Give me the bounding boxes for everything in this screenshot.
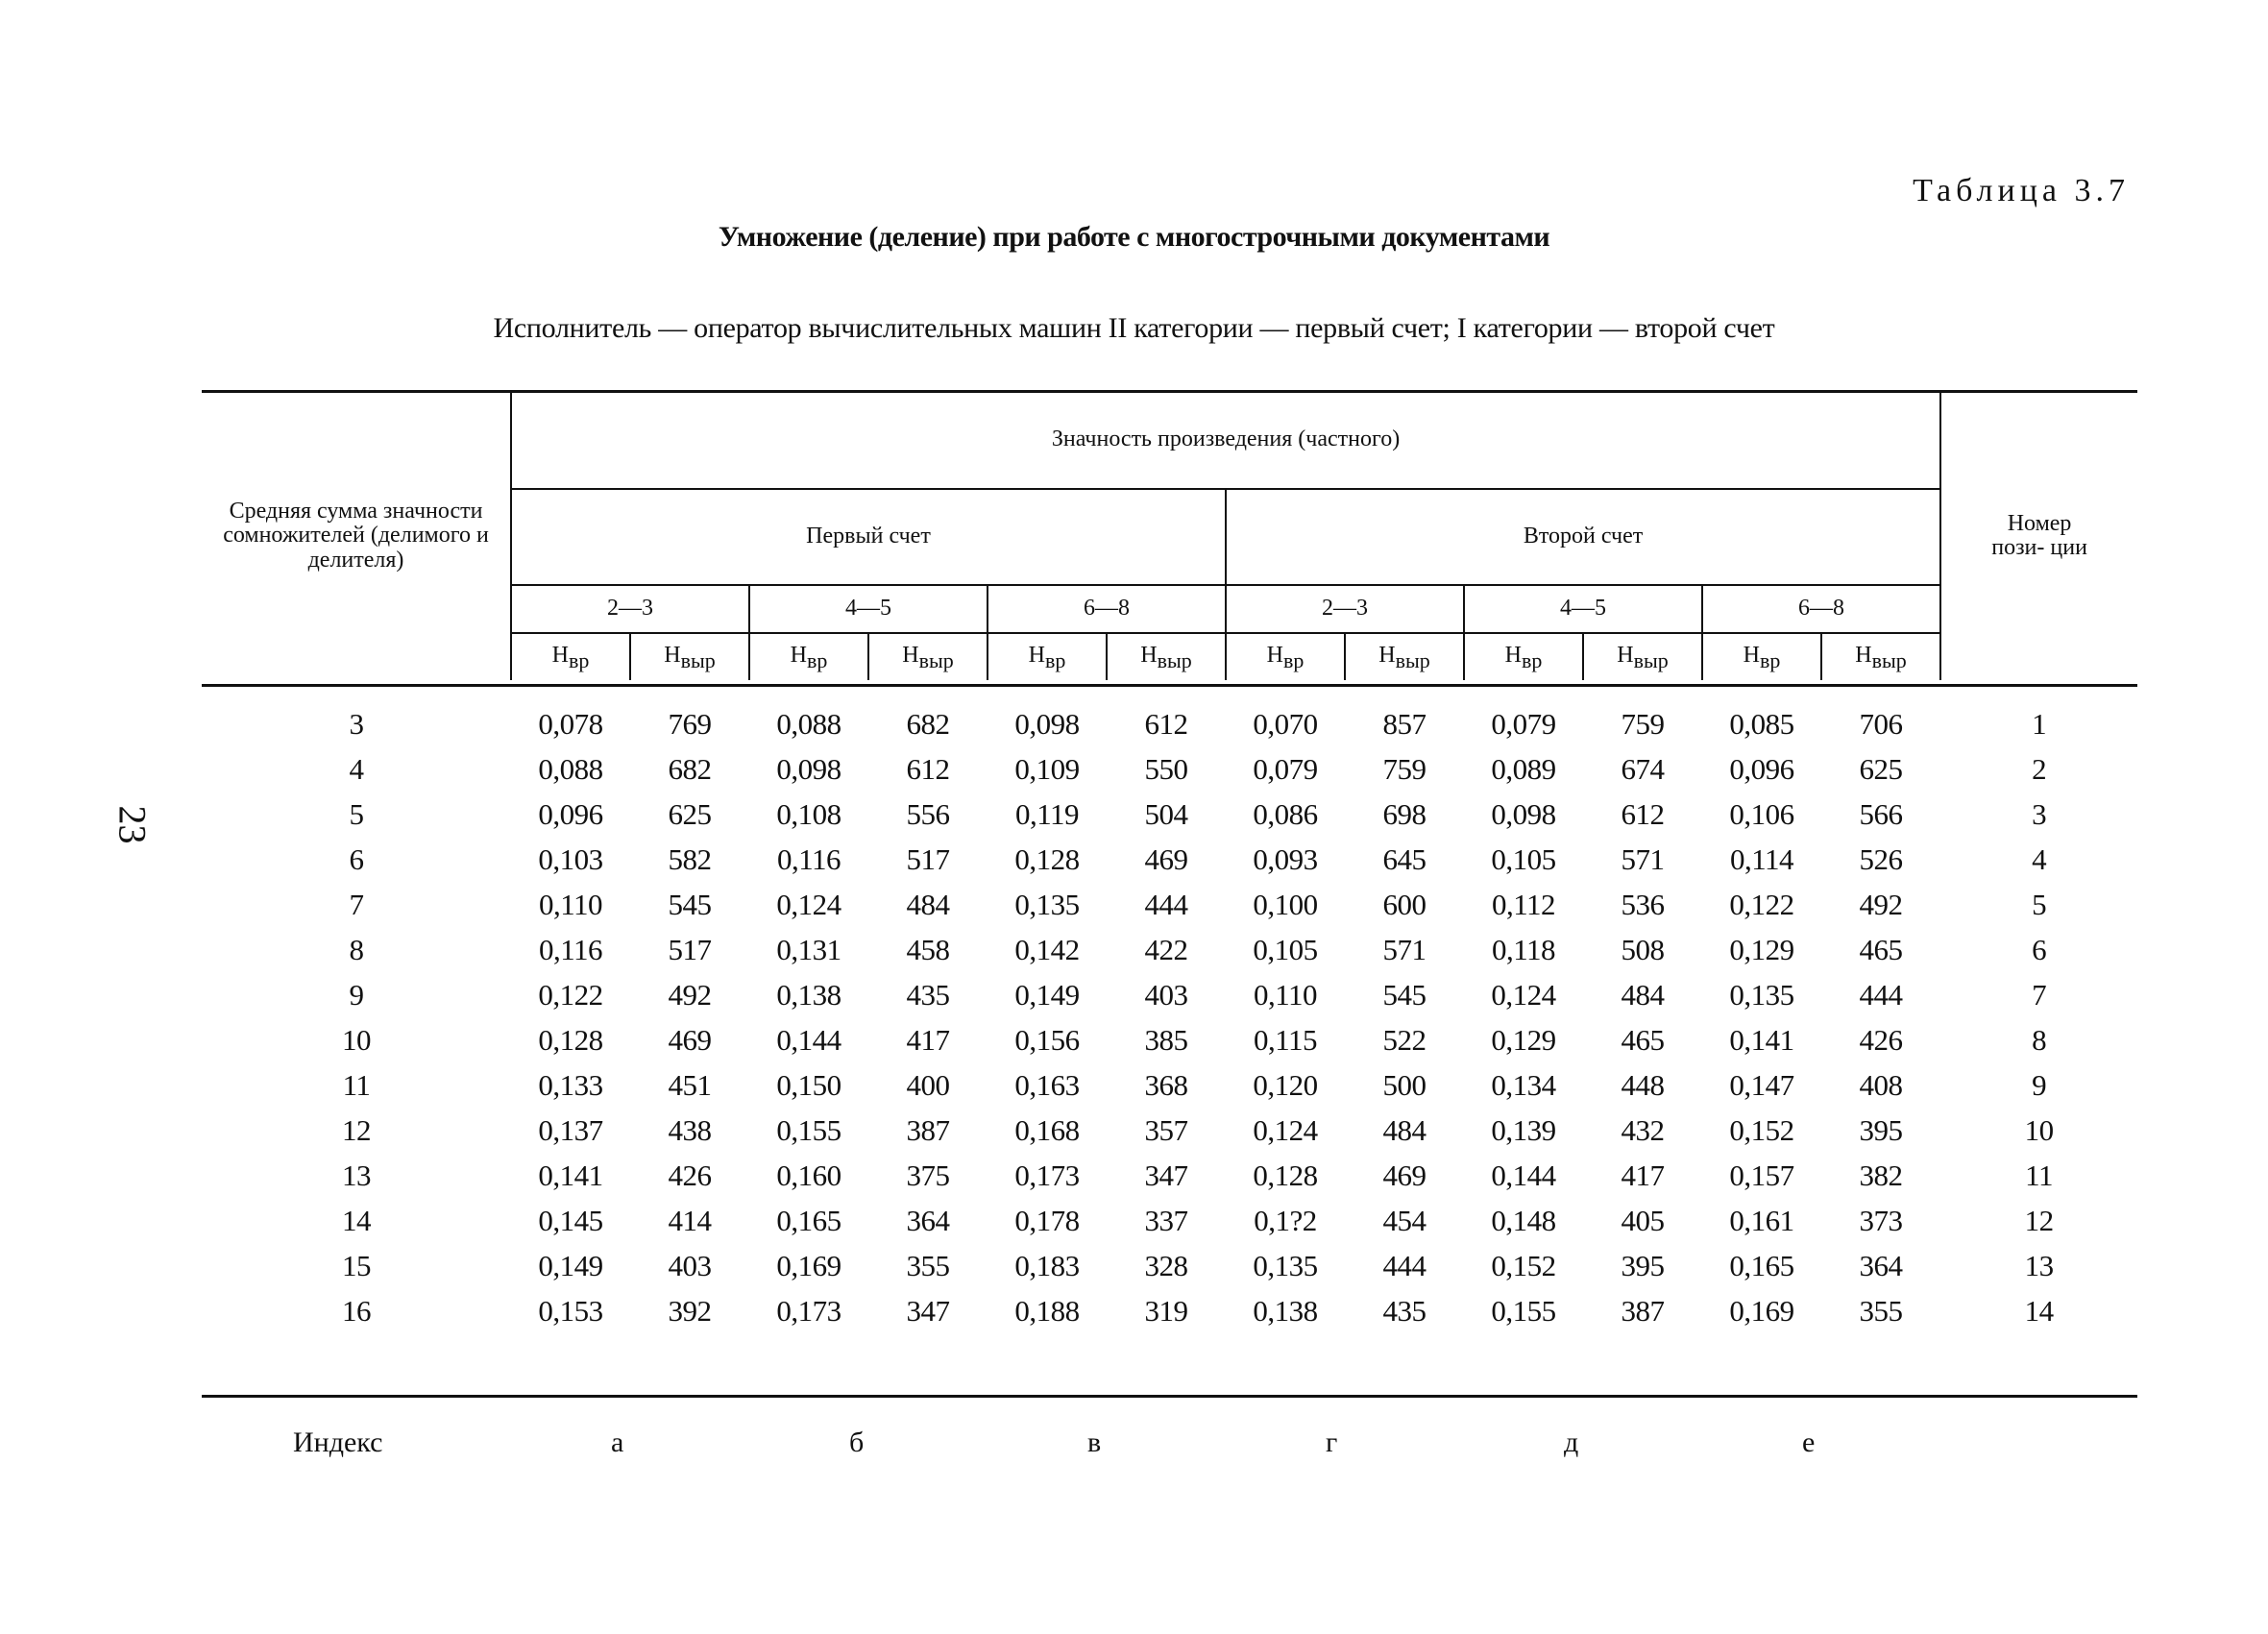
output-norm-cell: 674 [1621,751,1665,786]
time-norm-cell: 0,088 [776,706,841,741]
position-number-cell: 6 [2032,932,2047,966]
output-norm-cell: 484 [1621,977,1665,1012]
output-norm-cell: 438 [668,1112,712,1147]
time-norm-header [1226,633,1345,680]
position-number-header: Номер пози- ции [1940,392,2137,680]
output-norm-cell: 432 [1621,1112,1665,1147]
time-norm-cell: 0,128 [538,1022,603,1057]
time-norm-cell: 0,114 [1729,841,1794,876]
time-norm-cell: 0,079 [1253,751,1318,786]
output-norm-cell: 484 [906,887,950,921]
unit-symbol: Н [790,642,807,668]
output-norm-cell: 373 [1859,1203,1903,1237]
unit-symbol: Н [1504,642,1522,668]
output-norm-cell: 612 [906,751,950,786]
sum-cell: 12 [342,1112,371,1147]
output-norm-cell: 444 [1382,1248,1427,1282]
output-norm-cell: 857 [1382,706,1427,741]
range-header: 6—8 [1702,585,1940,633]
sum-cell: 16 [342,1293,371,1328]
index-letter-b: б [849,1427,865,1458]
output-norm-cell: 448 [1621,1067,1665,1102]
output-norm-cell: 536 [1621,887,1665,921]
time-norm-cell: 0,157 [1729,1158,1794,1192]
time-norm-cell: 0,085 [1729,706,1794,741]
unit-subscript: выр [1157,647,1192,672]
time-norm-cell: 0,116 [776,841,841,876]
position-number-cell: 12 [2024,1203,2054,1237]
table-bottom-rule [202,1395,2137,1398]
time-norm-cell: 0,115 [1253,1022,1318,1057]
position-number-cell: 10 [2024,1112,2054,1147]
unit-subscript: выр [1871,647,1907,672]
output-norm-cell: 682 [906,706,950,741]
time-norm-cell: 0,103 [538,841,603,876]
range-header: 4—5 [1464,585,1702,633]
time-norm-cell: 0,134 [1491,1067,1556,1102]
unit-symbol: Н [902,642,919,668]
output-norm-cell: 612 [1621,796,1665,831]
unit-symbol: Н [1028,642,1045,668]
time-norm-cell: 0,173 [776,1293,841,1328]
time-norm-cell: 0,188 [1014,1293,1080,1328]
output-norm-cell: 566 [1859,796,1903,831]
output-norm-cell: 517 [668,932,712,966]
output-norm-cell: 414 [668,1203,712,1237]
time-norm-cell: 0,144 [1491,1158,1556,1192]
output-norm-cell: 347 [1144,1158,1188,1192]
unit-symbol: Н [664,642,681,668]
output-norm-cell: 422 [1144,932,1188,966]
time-norm-cell: 0,128 [1014,841,1080,876]
time-norm-cell: 0,110 [1253,977,1318,1012]
time-norm-cell: 0,131 [776,932,841,966]
output-norm-cell: 426 [668,1158,712,1192]
range-header: 2—3 [1226,585,1464,633]
output-norm-header [630,633,749,680]
table-row [202,680,2137,746]
time-norm-cell: 0,133 [538,1067,603,1102]
sum-cell: 5 [349,796,364,831]
output-norm-cell: 454 [1382,1203,1427,1237]
output-norm-cell: 403 [1144,977,1188,1012]
table-row [202,746,2137,792]
time-norm-cell: 0,173 [1014,1158,1080,1192]
range-header: 4—5 [749,585,988,633]
time-norm-cell: 0,152 [1729,1112,1794,1147]
time-norm-cell: 0,137 [538,1112,603,1147]
time-norm-cell: 0,098 [1491,796,1556,831]
output-norm-cell: 571 [1621,841,1665,876]
time-norm-cell: 0,070 [1253,706,1318,741]
position-number-cell: 1 [2032,706,2047,741]
output-norm-cell: 759 [1382,751,1427,786]
time-norm-cell: 0,129 [1729,932,1794,966]
time-norm-cell: 0,100 [1253,887,1318,921]
position-number-cell: 9 [2032,1067,2047,1102]
time-norm-header [749,633,868,680]
time-norm-cell: 0,078 [538,706,603,741]
output-norm-cell: 347 [906,1293,950,1328]
time-norm-cell: 0,163 [1014,1067,1080,1102]
index-letter-d: д [1564,1427,1579,1458]
output-norm-cell: 625 [668,796,712,831]
output-norm-cell: 517 [906,841,950,876]
sum-cell: 7 [349,887,364,921]
sum-cell: 11 [342,1067,371,1102]
norms-table [202,392,2137,1333]
output-norm-cell: 405 [1621,1203,1665,1237]
time-norm-cell: 0,155 [776,1112,841,1147]
index-letter-a: а [611,1427,624,1458]
time-norm-cell: 0,118 [1491,932,1556,966]
position-number-cell: 14 [2024,1293,2054,1328]
second-count-header: Второй счет [1226,489,1940,585]
output-norm-header [1821,633,1940,680]
output-norm-cell: 682 [668,751,712,786]
position-number-cell: 13 [2024,1248,2054,1282]
time-norm-header [988,633,1107,680]
output-norm-cell: 328 [1144,1248,1188,1282]
output-norm-cell: 426 [1859,1022,1903,1057]
time-norm-cell: 0,128 [1253,1158,1318,1192]
output-norm-header [1345,633,1464,680]
output-norm-header [1583,633,1702,680]
table-row [202,882,2137,927]
output-norm-cell: 392 [668,1293,712,1328]
time-norm-cell: 0,161 [1729,1203,1794,1237]
time-norm-header [511,633,630,680]
time-norm-cell: 0,106 [1729,796,1794,831]
table-row [202,1198,2137,1243]
time-norm-cell: 0,093 [1253,841,1318,876]
time-norm-cell: 0,145 [538,1203,603,1237]
output-norm-cell: 458 [906,932,950,966]
time-norm-cell: 0,120 [1253,1067,1318,1102]
output-norm-cell: 522 [1382,1022,1427,1057]
time-norm-header [1702,633,1821,680]
time-norm-cell: 0,089 [1491,751,1556,786]
unit-subscript: вр [1759,647,1781,672]
table-subtitle: Исполнитель — оператор вычислительных машин II категории — первый счет; I категории — второй счет [493,312,1775,344]
output-norm-cell: 385 [1144,1022,1188,1057]
table-row [202,1062,2137,1108]
time-norm-cell: 0,178 [1014,1203,1080,1237]
unit-symbol: Н [1378,642,1396,668]
time-norm-cell: 0,129 [1491,1022,1556,1057]
time-norm-cell: 0,096 [1729,751,1794,786]
time-norm-cell: 0,165 [1729,1248,1794,1282]
time-norm-cell: 0,098 [776,751,841,786]
output-norm-cell: 571 [1382,932,1427,966]
output-norm-cell: 545 [668,887,712,921]
output-norm-cell: 395 [1859,1112,1903,1147]
output-norm-cell: 582 [668,841,712,876]
time-norm-cell: 0,169 [776,1248,841,1282]
output-norm-cell: 492 [1859,887,1903,921]
output-norm-cell: 645 [1382,841,1427,876]
time-norm-cell: 0,135 [1014,887,1080,921]
time-norm-cell: 0,135 [1253,1248,1318,1282]
sum-cell: 15 [342,1248,371,1282]
time-norm-cell: 0,110 [538,887,603,921]
output-norm-cell: 698 [1382,796,1427,831]
unit-symbol: Н [1617,642,1634,668]
table-row [202,972,2137,1017]
output-norm-cell: 556 [906,796,950,831]
output-norm-header [1107,633,1226,680]
output-norm-cell: 600 [1382,887,1427,921]
unit-subscript: выр [1633,647,1669,672]
index-letter-e: е [1802,1427,1816,1458]
output-norm-cell: 368 [1144,1067,1188,1102]
time-norm-cell: 0,160 [776,1158,841,1192]
time-norm-cell: 0,096 [538,796,603,831]
unit-symbol: Н [1140,642,1158,668]
output-norm-cell: 364 [1859,1248,1903,1282]
sum-cell: 4 [349,751,364,786]
table-row [202,1153,2137,1198]
time-norm-cell: 0,105 [1253,932,1318,966]
output-norm-cell: 465 [1859,932,1903,966]
unit-subscript: выр [680,647,716,672]
unit-subscript: вр [568,647,590,672]
table-row [202,1243,2137,1288]
position-number-cell: 4 [2032,841,2047,876]
index-letter-g: г [1326,1427,1338,1458]
output-norm-cell: 469 [1144,841,1188,876]
output-norm-cell: 550 [1144,751,1188,786]
output-norm-cell: 382 [1859,1158,1903,1192]
time-norm-cell: 0,135 [1729,977,1794,1012]
time-norm-cell: 0,105 [1491,841,1556,876]
time-norm-cell: 0,1?2 [1254,1203,1317,1237]
output-norm-cell: 759 [1621,706,1665,741]
time-norm-cell: 0,152 [1491,1248,1556,1282]
position-number-cell: 11 [2025,1158,2053,1192]
table-label: Таблица 3.7 [1913,173,2130,208]
time-norm-cell: 0,138 [1253,1293,1318,1328]
first-count-header: Первый счет [511,489,1226,585]
output-norm-cell: 417 [1621,1158,1665,1192]
table-row [202,1017,2137,1062]
time-norm-cell: 0,183 [1014,1248,1080,1282]
output-norm-cell: 400 [906,1067,950,1102]
table-row [202,792,2137,837]
time-norm-cell: 0,139 [1491,1112,1556,1147]
unit-subscript: выр [918,647,954,672]
page-number: 23 [110,805,155,844]
sum-cell: 13 [342,1158,371,1192]
output-norm-cell: 444 [1144,887,1188,921]
time-norm-cell: 0,141 [538,1158,603,1192]
sum-cell: 9 [349,977,364,1012]
time-norm-cell: 0,119 [1014,796,1080,831]
unit-subscript: вр [1044,647,1066,672]
time-norm-cell: 0,112 [1491,887,1556,921]
output-norm-cell: 387 [906,1112,950,1147]
output-norm-cell: 337 [1144,1203,1188,1237]
unit-symbol: Н [551,642,569,668]
unit-subscript: вр [806,647,828,672]
output-norm-cell: 612 [1144,706,1188,741]
time-norm-cell: 0,169 [1729,1293,1794,1328]
time-norm-cell: 0,124 [1253,1112,1318,1147]
time-norm-cell: 0,116 [538,932,603,966]
output-norm-cell: 492 [668,977,712,1012]
time-norm-cell: 0,122 [538,977,603,1012]
output-norm-cell: 451 [668,1067,712,1102]
output-norm-cell: 625 [1859,751,1903,786]
output-norm-cell: 706 [1859,706,1903,741]
table-title: Умножение (деление) при работе с многострочными документами [718,221,1550,253]
table-row [202,1288,2137,1333]
position-number-cell: 8 [2032,1022,2047,1057]
output-norm-cell: 357 [1144,1112,1188,1147]
output-norm-cell: 504 [1144,796,1188,831]
unit-subscript: выр [1395,647,1430,672]
index-label: Индекс [293,1427,383,1458]
table-row [202,1108,2137,1153]
output-norm-cell: 395 [1621,1248,1665,1282]
time-norm-cell: 0,124 [776,887,841,921]
range-header: 6—8 [988,585,1226,633]
time-norm-cell: 0,144 [776,1022,841,1057]
time-norm-cell: 0,150 [776,1067,841,1102]
time-norm-cell: 0,149 [538,1248,603,1282]
sum-cell: 10 [342,1022,371,1057]
output-norm-cell: 375 [906,1158,950,1192]
significance-header: Значность произведения (частного) [511,392,1940,489]
time-norm-cell: 0,109 [1014,751,1080,786]
position-number-cell: 5 [2032,887,2047,921]
position-number-cell: 2 [2032,751,2047,786]
output-norm-cell: 444 [1859,977,1903,1012]
time-norm-cell: 0,138 [776,977,841,1012]
table-row [202,837,2137,882]
corner-header: Средняя сумма значности сомножителей (делимого и делителя) [202,392,511,680]
sum-cell: 14 [342,1203,371,1237]
time-norm-cell: 0,122 [1729,887,1794,921]
output-norm-header [868,633,988,680]
unit-symbol: Н [1855,642,1872,668]
time-norm-cell: 0,141 [1729,1022,1794,1057]
time-norm-cell: 0,156 [1014,1022,1080,1057]
position-number-cell: 3 [2032,796,2047,831]
output-norm-cell: 469 [1382,1158,1427,1192]
output-norm-cell: 500 [1382,1067,1427,1102]
output-norm-cell: 387 [1621,1293,1665,1328]
index-letter-v: в [1087,1427,1102,1458]
time-norm-cell: 0,149 [1014,977,1080,1012]
output-norm-cell: 769 [668,706,712,741]
output-norm-cell: 469 [668,1022,712,1057]
output-norm-cell: 508 [1621,932,1665,966]
unit-symbol: Н [1266,642,1283,668]
output-norm-cell: 355 [1859,1293,1903,1328]
output-norm-cell: 355 [906,1248,950,1282]
time-norm-cell: 0,086 [1253,796,1318,831]
position-number-cell: 7 [2032,977,2047,1012]
time-norm-header [1464,633,1583,680]
output-norm-cell: 319 [1144,1293,1188,1328]
output-norm-cell: 408 [1859,1067,1903,1102]
unit-symbol: Н [1743,642,1760,668]
output-norm-cell: 465 [1621,1022,1665,1057]
time-norm-cell: 0,124 [1491,977,1556,1012]
time-norm-cell: 0,098 [1014,706,1080,741]
time-norm-cell: 0,153 [538,1293,603,1328]
sum-cell: 8 [349,932,364,966]
output-norm-cell: 403 [668,1248,712,1282]
time-norm-cell: 0,165 [776,1203,841,1237]
time-norm-cell: 0,147 [1729,1067,1794,1102]
time-norm-cell: 0,148 [1491,1203,1556,1237]
output-norm-cell: 417 [906,1022,950,1057]
time-norm-cell: 0,108 [776,796,841,831]
output-norm-cell: 526 [1859,841,1903,876]
table-row [202,927,2137,972]
time-norm-cell: 0,168 [1014,1112,1080,1147]
time-norm-cell: 0,142 [1014,932,1080,966]
unit-subscript: вр [1282,647,1305,672]
range-header: 2—3 [511,585,749,633]
output-norm-cell: 484 [1382,1112,1427,1147]
output-norm-cell: 435 [1382,1293,1427,1328]
time-norm-cell: 0,079 [1491,706,1556,741]
output-norm-cell: 364 [906,1203,950,1237]
sum-cell: 3 [349,706,364,741]
output-norm-cell: 545 [1382,977,1427,1012]
time-norm-cell: 0,155 [1491,1293,1556,1328]
unit-subscript: вр [1521,647,1543,672]
sum-cell: 6 [349,841,364,876]
output-norm-cell: 435 [906,977,950,1012]
time-norm-cell: 0,088 [538,751,603,786]
